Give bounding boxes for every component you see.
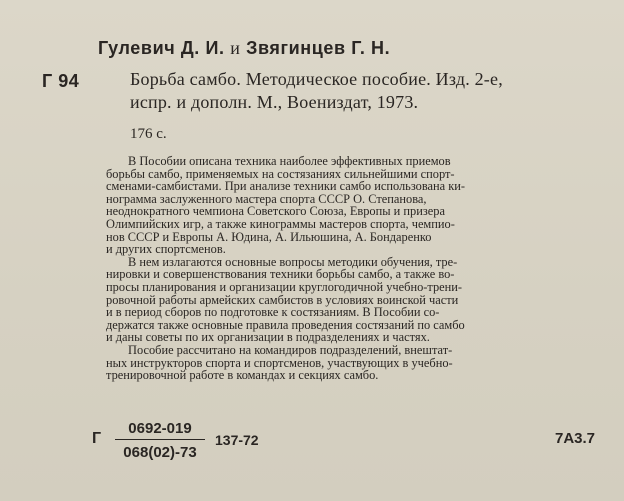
abstract-line: и даны советы по их организации в подразделениях и частях. <box>106 330 430 345</box>
authors-line <box>98 38 390 59</box>
biblio-line: Борьба самбо. Методическое пособие. Изд. 2-е, <box>130 69 503 89</box>
abstract-line: В нем излагаются основные вопросы методики обучения, тре- <box>128 254 458 269</box>
fraction-denominator: 068(02)-73 <box>123 444 197 461</box>
abstract-line: сменами-самбистами. При анализе техники самбо использована ки- <box>106 179 466 194</box>
abstract-line: неоднократного чемпиона Советского Союза, Европы и призера <box>106 204 445 219</box>
author-1: Гулевич Д. И. <box>98 38 225 58</box>
bibliographic-description <box>130 68 600 114</box>
classification-code: Г 94 <box>42 71 80 91</box>
abstract-line: нов СССР и Европы А. Юдина, А. Ильюшина, А. Бондаренко <box>106 229 432 244</box>
abstract-line: ных инструкторов спорта и спортсменов, участвующих в учебно- <box>106 355 453 370</box>
author-2: Звягинцев Г. Н. <box>246 38 391 58</box>
fraction-numerator: 0692-019 <box>115 420 205 440</box>
price-fraction <box>115 420 205 461</box>
abstract-line: и других спортсменов. <box>106 242 226 257</box>
abstract-line: В Пособии описана техника наиболее эффективных приемов <box>128 154 451 168</box>
abstract-line: просы планирования и организации круглогодичной учебно-трени- <box>106 279 463 294</box>
abstract-line: нировки и совершенствования техники борьбы самбо, а также во- <box>106 267 455 282</box>
footer-letter: Г <box>92 430 102 447</box>
abstract-line: держатся также основные правила проведения состязаний по самбо <box>106 317 465 332</box>
abstract-line: ровочной работы армейских самбистов в условиях воинской части <box>106 292 459 307</box>
abstract-line: тренировочной работе в командах и секциях самбо. <box>106 368 379 383</box>
abstract-line: нограмма заслуженного мастера спорта СССР О. Степанова, <box>106 191 427 206</box>
abstract-line: и в период сборов по подготовке к состязаниям. В Пособии со- <box>106 305 440 320</box>
authors-conjunction: и <box>230 38 241 58</box>
abstract-line: Олимпийских игр, а также кинограммы мастеров спорта, чемпио- <box>106 216 455 231</box>
abstract-line: Пособие рассчитано на командиров подразделений, внештат- <box>128 342 453 357</box>
abstract <box>106 155 606 382</box>
plan-code: 137-72 <box>215 432 259 448</box>
biblio-line: испр. и дополн. М., Воениздат, 1973. <box>130 92 419 112</box>
udk-code: 7А3.7 <box>555 430 596 447</box>
abstract-line: борьбы самбо, применяемых на состязаниях сильнейшими спорт- <box>106 166 455 181</box>
page-count: 176 с. <box>130 126 167 142</box>
